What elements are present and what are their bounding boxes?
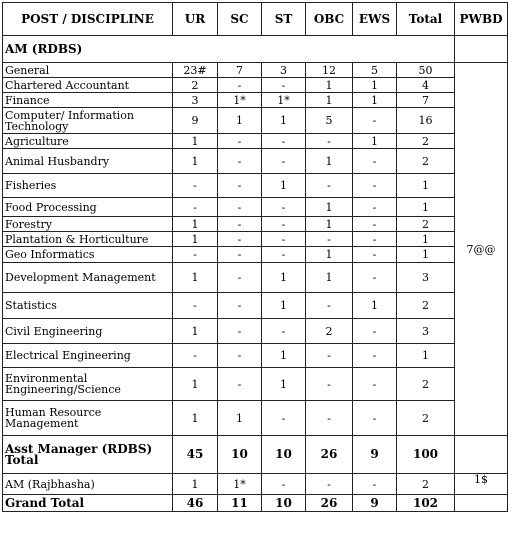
cell-sc: 1	[218, 401, 262, 436]
table-row	[3, 108, 508, 134]
cell-ews: -	[353, 247, 397, 263]
col-header-st: ST	[262, 3, 306, 36]
cell-sc: -	[218, 78, 262, 93]
cell-post: Grand Total	[3, 495, 173, 512]
cell-total: 100	[397, 436, 455, 474]
cell-obc: 1	[306, 78, 353, 93]
cell-sc: 7	[218, 63, 262, 78]
cell-obc: 1	[306, 263, 353, 293]
cell-sc: 1	[218, 108, 262, 134]
cell-sc: -	[218, 149, 262, 174]
cell-total: 16	[397, 108, 455, 134]
cell-post: Asst Manager (RDBS) Total	[3, 436, 173, 474]
cell-obc: 26	[306, 495, 353, 512]
table-row	[3, 134, 508, 149]
pwbd-empty-cell	[455, 36, 508, 63]
cell-ews: -	[353, 368, 397, 401]
cell-sc: -	[218, 232, 262, 247]
cell-obc: 2	[306, 319, 353, 344]
cell-st: -	[262, 198, 306, 217]
cell-ews: -	[353, 401, 397, 436]
cell-ur: 3	[173, 93, 218, 108]
cell-sc: -	[218, 263, 262, 293]
cell-pwbd-am-rdbs: 7@@	[455, 63, 508, 436]
cell-st: -	[262, 78, 306, 93]
cell-ur: -	[173, 198, 218, 217]
cell-total: 2	[397, 401, 455, 436]
cell-ur: 1	[173, 149, 218, 174]
table-row	[3, 198, 508, 217]
cell-ur: 1	[173, 232, 218, 247]
cell-ur: 1	[173, 474, 218, 495]
table-row	[3, 63, 508, 78]
cell-st: 1	[262, 263, 306, 293]
cell-sc: 11	[218, 495, 262, 512]
cell-obc: 1	[306, 198, 353, 217]
cell-post: Human Resource Management	[3, 401, 173, 436]
cell-obc: -	[306, 368, 353, 401]
cell-ews: 1	[353, 93, 397, 108]
cell-obc: 26	[306, 436, 353, 474]
cell-obc: -	[306, 232, 353, 247]
cell-post: Plantation & Horticulture	[3, 232, 173, 247]
cell-ews: -	[353, 108, 397, 134]
cell-ews: 1	[353, 78, 397, 93]
cell-sc: -	[218, 174, 262, 198]
cell-post: Civil Engineering	[3, 319, 173, 344]
cell-post: Finance	[3, 93, 173, 108]
cell-obc: 1	[306, 247, 353, 263]
cell-total: 2	[397, 217, 455, 232]
section-title: AM (RDBS)	[3, 36, 455, 63]
col-header-post: POST / DISCIPLINE	[3, 3, 173, 36]
table-row	[3, 78, 508, 93]
cell-st: 3	[262, 63, 306, 78]
cell-ews: 1	[353, 293, 397, 319]
table-row	[3, 401, 508, 436]
cell-ur: 1	[173, 319, 218, 344]
cell-sc: -	[218, 217, 262, 232]
cell-post: Environmental Engineering/Science	[3, 368, 173, 401]
table-row	[3, 232, 508, 247]
cell-post: Food Processing	[3, 198, 173, 217]
cell-sc: -	[218, 198, 262, 217]
cell-sc: -	[218, 368, 262, 401]
cell-pwbd: 1$	[455, 474, 508, 495]
grand-total-row	[3, 495, 508, 512]
cell-total: 2	[397, 293, 455, 319]
cell-sc: -	[218, 344, 262, 368]
cell-post: Fisheries	[3, 174, 173, 198]
cell-ews: -	[353, 263, 397, 293]
cell-sc: -	[218, 319, 262, 344]
cell-total: 102	[397, 495, 455, 512]
cell-ur: 2	[173, 78, 218, 93]
cell-st: 1	[262, 368, 306, 401]
table-row	[3, 368, 508, 401]
cell-ur: -	[173, 344, 218, 368]
col-header-total: Total	[397, 3, 455, 36]
header-row	[3, 3, 508, 36]
cell-pwbd	[455, 436, 508, 474]
cell-st: 1	[262, 174, 306, 198]
cell-ur: 1	[173, 401, 218, 436]
col-header-pwbd: PWBD	[455, 3, 508, 36]
table-row	[3, 293, 508, 319]
cell-st: -	[262, 134, 306, 149]
cell-obc: 1	[306, 93, 353, 108]
cell-obc: 1	[306, 217, 353, 232]
cell-obc: -	[306, 293, 353, 319]
vacancy-table	[2, 2, 508, 512]
cell-ur: 45	[173, 436, 218, 474]
cell-st: 1	[262, 108, 306, 134]
cell-post: General	[3, 63, 173, 78]
table-row	[3, 247, 508, 263]
cell-pwbd	[455, 495, 508, 512]
cell-ur: -	[173, 247, 218, 263]
cell-ews: -	[353, 474, 397, 495]
cell-post: Forestry	[3, 217, 173, 232]
cell-total: 1	[397, 232, 455, 247]
cell-ews: 5	[353, 63, 397, 78]
table-row	[3, 149, 508, 174]
table-row	[3, 263, 508, 293]
cell-st: 1	[262, 344, 306, 368]
cell-st: -	[262, 247, 306, 263]
cell-st: -	[262, 217, 306, 232]
cell-total: 1	[397, 247, 455, 263]
cell-ews: -	[353, 149, 397, 174]
cell-total: 50	[397, 63, 455, 78]
cell-total: 2	[397, 134, 455, 149]
cell-total: 3	[397, 319, 455, 344]
cell-ews: -	[353, 319, 397, 344]
subtotal-row	[3, 436, 508, 474]
cell-ews: 9	[353, 495, 397, 512]
table-row	[3, 217, 508, 232]
cell-st: 1	[262, 293, 306, 319]
col-header-obc: OBC	[306, 3, 353, 36]
cell-total: 2	[397, 149, 455, 174]
table-row	[3, 344, 508, 368]
cell-total: 2	[397, 474, 455, 495]
cell-ur: 23#	[173, 63, 218, 78]
cell-ews: -	[353, 217, 397, 232]
cell-ews: -	[353, 174, 397, 198]
cell-sc: 1*	[218, 93, 262, 108]
cell-obc: -	[306, 174, 353, 198]
cell-sc: -	[218, 134, 262, 149]
cell-post: Agriculture	[3, 134, 173, 149]
table-row	[3, 319, 508, 344]
cell-total: 1	[397, 198, 455, 217]
cell-st: 10	[262, 495, 306, 512]
cell-obc: 1	[306, 149, 353, 174]
cell-ur: 9	[173, 108, 218, 134]
cell-ur: 46	[173, 495, 218, 512]
cell-st: 10	[262, 436, 306, 474]
cell-obc: -	[306, 344, 353, 368]
rajbhasha-row	[3, 474, 508, 495]
cell-ur: 1	[173, 217, 218, 232]
cell-st: -	[262, 149, 306, 174]
cell-sc: 10	[218, 436, 262, 474]
cell-ews: -	[353, 232, 397, 247]
col-header-ur: UR	[173, 3, 218, 36]
col-header-ews: EWS	[353, 3, 397, 36]
cell-st: -	[262, 319, 306, 344]
cell-post: Chartered Accountant	[3, 78, 173, 93]
cell-total: 2	[397, 368, 455, 401]
cell-ur: -	[173, 174, 218, 198]
cell-sc: -	[218, 247, 262, 263]
cell-st: -	[262, 401, 306, 436]
cell-post: Electrical Engineering	[3, 344, 173, 368]
cell-post: Development Management	[3, 263, 173, 293]
cell-post: Geo Informatics	[3, 247, 173, 263]
cell-ews: 1	[353, 134, 397, 149]
section-row	[3, 36, 508, 63]
cell-sc: 1*	[218, 474, 262, 495]
cell-total: 1	[397, 174, 455, 198]
cell-ews: -	[353, 198, 397, 217]
cell-st: -	[262, 232, 306, 247]
cell-ur: 1	[173, 134, 218, 149]
cell-st: 1*	[262, 93, 306, 108]
cell-total: 1	[397, 344, 455, 368]
cell-ur: 1	[173, 368, 218, 401]
cell-ur: -	[173, 293, 218, 319]
cell-st: -	[262, 474, 306, 495]
cell-obc: -	[306, 401, 353, 436]
cell-sc: -	[218, 293, 262, 319]
cell-post: Computer/ Information Technology	[3, 108, 173, 134]
cell-obc: 12	[306, 63, 353, 78]
cell-total: 4	[397, 78, 455, 93]
cell-post: AM (Rajbhasha)	[3, 474, 173, 495]
cell-post: Statistics	[3, 293, 173, 319]
cell-ur: 1	[173, 263, 218, 293]
cell-post: Animal Husbandry	[3, 149, 173, 174]
cell-ews: 9	[353, 436, 397, 474]
col-header-sc: SC	[218, 3, 262, 36]
cell-obc: -	[306, 134, 353, 149]
table-row	[3, 93, 508, 108]
cell-total: 7	[397, 93, 455, 108]
cell-obc: 5	[306, 108, 353, 134]
table-row	[3, 174, 508, 198]
cell-total: 3	[397, 263, 455, 293]
cell-obc: -	[306, 474, 353, 495]
cell-ews: -	[353, 344, 397, 368]
